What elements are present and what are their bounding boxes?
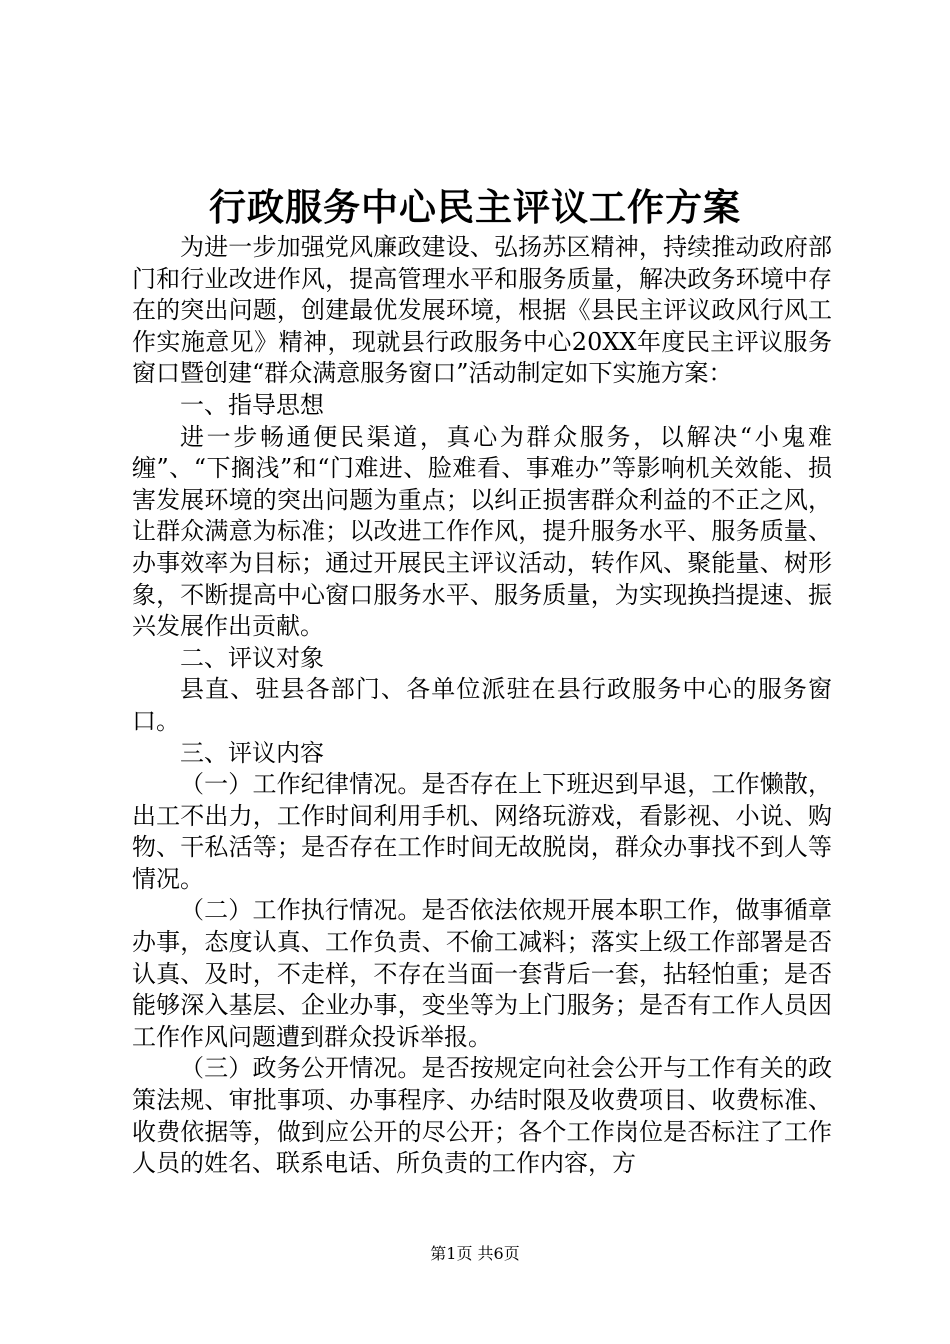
page-number-footer: 第1页 共6页	[430, 1244, 520, 1263]
document-body	[132, 232, 832, 1180]
content-item-work-discipline: （一）工作纪律情况。是否存在上下班迟到早退，工作懒散，出工不出力，工作时间利用手机、网络玩游戏，看影视、小说、购物、干私活等；是否存在工作时间无故脱岗，群众办事找不到人等情况。	[132, 770, 832, 893]
section-paragraph-guiding-ideology: 进一步畅通便民渠道，真心为群众服务，以解决“小鬼难缠”、“下搁浅”和“门难进、脸难看、事难办”等影响机关效能、损害发展环境的突出问题为重点；以纠正损害群众利益的不正之风，让群众满意为标准；以改进工作作风，提升服务水平、服务质量、办事效率为目标；通过开展民主评议活动，转作风、聚能量、树形象，不断提高中心窗口服务水平、服务质量，为实现换挡提速、振兴发展作出贡献。	[132, 422, 832, 641]
section-heading-evaluation-targets: 二、评议对象	[180, 643, 324, 672]
section-heading-guiding-ideology: 一、指导思想	[180, 390, 324, 419]
document-title: 行政服务中心民主评议工作方案	[209, 185, 741, 229]
intro-paragraph: 为进一步加强党风廉政建设、弘扬苏区精神，持续推动政府部门和行业改进作风，提高管理水平和服务质量，解决政务环境中存在的突出问题，创建最优发展环境，根据《县民主评议政风行风工作实施意见》精神，现就县行政服务中心20XX年度民主评议服务窗口暨创建“群众满意服务窗口”活动制定如下实施方案：	[132, 233, 832, 388]
content-item-work-execution: （二）工作执行情况。是否依法依规开展本职工作，做事循章办事，态度认真、工作负责、不偷工减料；落实上级工作部署是否认真、及时，不走样，不存在当面一套背后一套，拈轻怕重；是否能够深入基层、企业办事，变坐等为上门服务；是否有工作人员因工作作风问题遭到群众投诉举报。	[132, 896, 832, 1051]
content-item-government-openness: （三）政务公开情况。是否按规定向社会公开与工作有关的政策法规、审批事项、办事程序、办结时限及收费项目、收费标准、收费依据等，做到应公开的尽公开；各个工作岗位是否标注了工作人员的姓名、联系电话、所负责的工作内容，方	[132, 1054, 832, 1178]
section-paragraph-evaluation-targets: 县直、驻县各部门、各单位派驻在县行政服务中心的服务窗口。	[132, 675, 832, 735]
section-heading-evaluation-content: 三、评议内容	[180, 738, 324, 767]
